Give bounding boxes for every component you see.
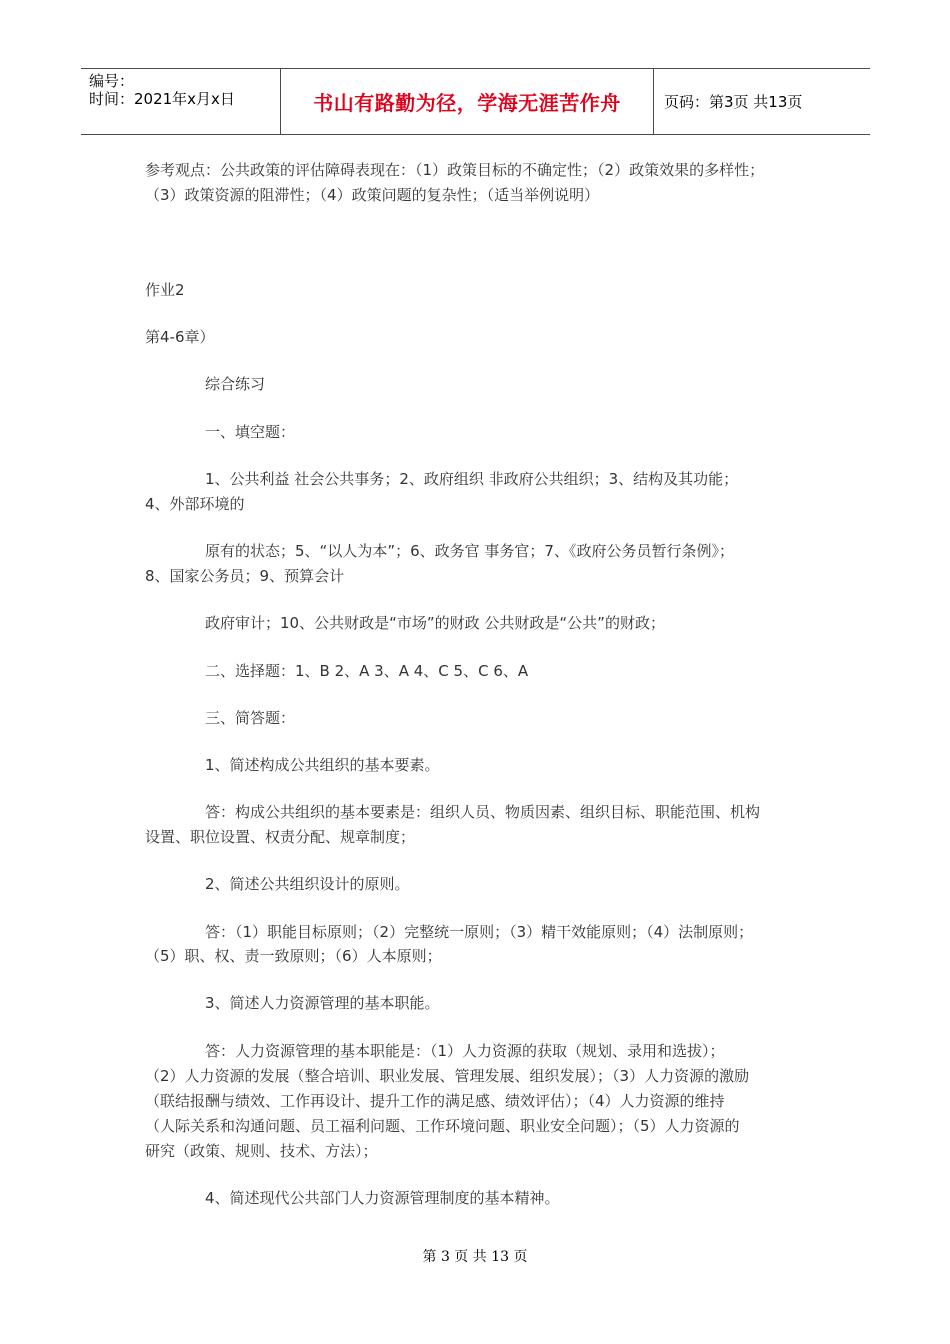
body-line: 4、外部环境的: [145, 495, 245, 513]
body-line: 答：构成公共组织的基本要素是：组织人员、物质因素、组织目标、职能范围、机构: [205, 803, 761, 821]
body-line: 1、简述构成公共组织的基本要素。: [205, 756, 440, 774]
body-line: （5）职、权、责一致原则；（6）人本原则；: [145, 947, 442, 965]
body-line: 答：（1）职能目标原则；（2）完整统一原则；（3）精干效能原则；（4）法制原则；: [205, 923, 754, 941]
body-line: 参考观点：公共政策的评估障碍表现在：（1）政策目标的不确定性；（2）政策效果的多样性；: [145, 161, 765, 179]
body-line: 二、选择题：1、B 2、A 3、A 4、C 5、C 6、A: [205, 662, 529, 680]
time-label: 时间：2021年x月x日: [89, 90, 235, 108]
body-line: 原有的状态；5、“以人为本”；6、政务官 事务官；7、《政府公务员暂行条例》；: [205, 542, 734, 560]
body-line: 3、简述人力资源管理的基本职能。: [205, 994, 440, 1012]
body-line: 政府审计；10、公共财政是“市场”的财政 公共财政是“公共”的财政；: [205, 614, 665, 632]
body-line: 2、简述公共组织设计的原则。: [205, 875, 410, 893]
body-line: 作业2: [145, 281, 185, 299]
body-line: 答：人力资源管理的基本职能是：（1）人力资源的获取（规划、录用和选拔）；: [205, 1042, 725, 1060]
header-left-cell: [81, 69, 281, 134]
body-line: 1、公共利益 社会公共事务；2、政府组织 非政府公共组织；3、结构及其功能；: [205, 470, 739, 488]
body-line: （人际关系和沟通问题、员工福利问题、工作环境问题、职业安全问题）；（5）人力资源的: [145, 1117, 740, 1135]
body-line: 4、简述现代公共部门人力资源管理制度的基本精神。: [205, 1189, 560, 1207]
code-label: 编号：: [89, 72, 135, 90]
body-line: 设置、职位设置、权责分配、规章制度；: [145, 828, 416, 846]
body-line: 研究（政策、规则、技术、方法）；: [145, 1142, 378, 1160]
body-line: 第4-6章）: [145, 328, 215, 346]
header-motto-cell: [281, 69, 654, 134]
body-line: 三、简答题：: [205, 709, 296, 727]
body-line: 8、国家公务员；9、预算会计: [145, 567, 345, 585]
body-line: （2）人力资源的发展（整合培训、职业发展、管理发展、组织发展）；（3）人力资源的激励: [145, 1067, 750, 1085]
header-table: [81, 68, 870, 135]
body-line: 综合练习: [205, 375, 266, 393]
body-line: 一、填空题：: [205, 423, 296, 441]
body-line: （联结报酬与绩效、工作再设计、提升工作的满足感、绩效评估）；（4）人力资源的维持: [145, 1092, 725, 1110]
body-line: （3）政策资源的阻滞性；（4）政策问题的复杂性；（适当举例说明）: [145, 186, 600, 204]
page-footer: 第 3 页 共 13 页: [422, 1249, 528, 1265]
page-info: 页码：第3页 共13页: [664, 93, 803, 111]
motto: 书山有路勤为径，学海无涯苦作舟: [313, 91, 621, 115]
